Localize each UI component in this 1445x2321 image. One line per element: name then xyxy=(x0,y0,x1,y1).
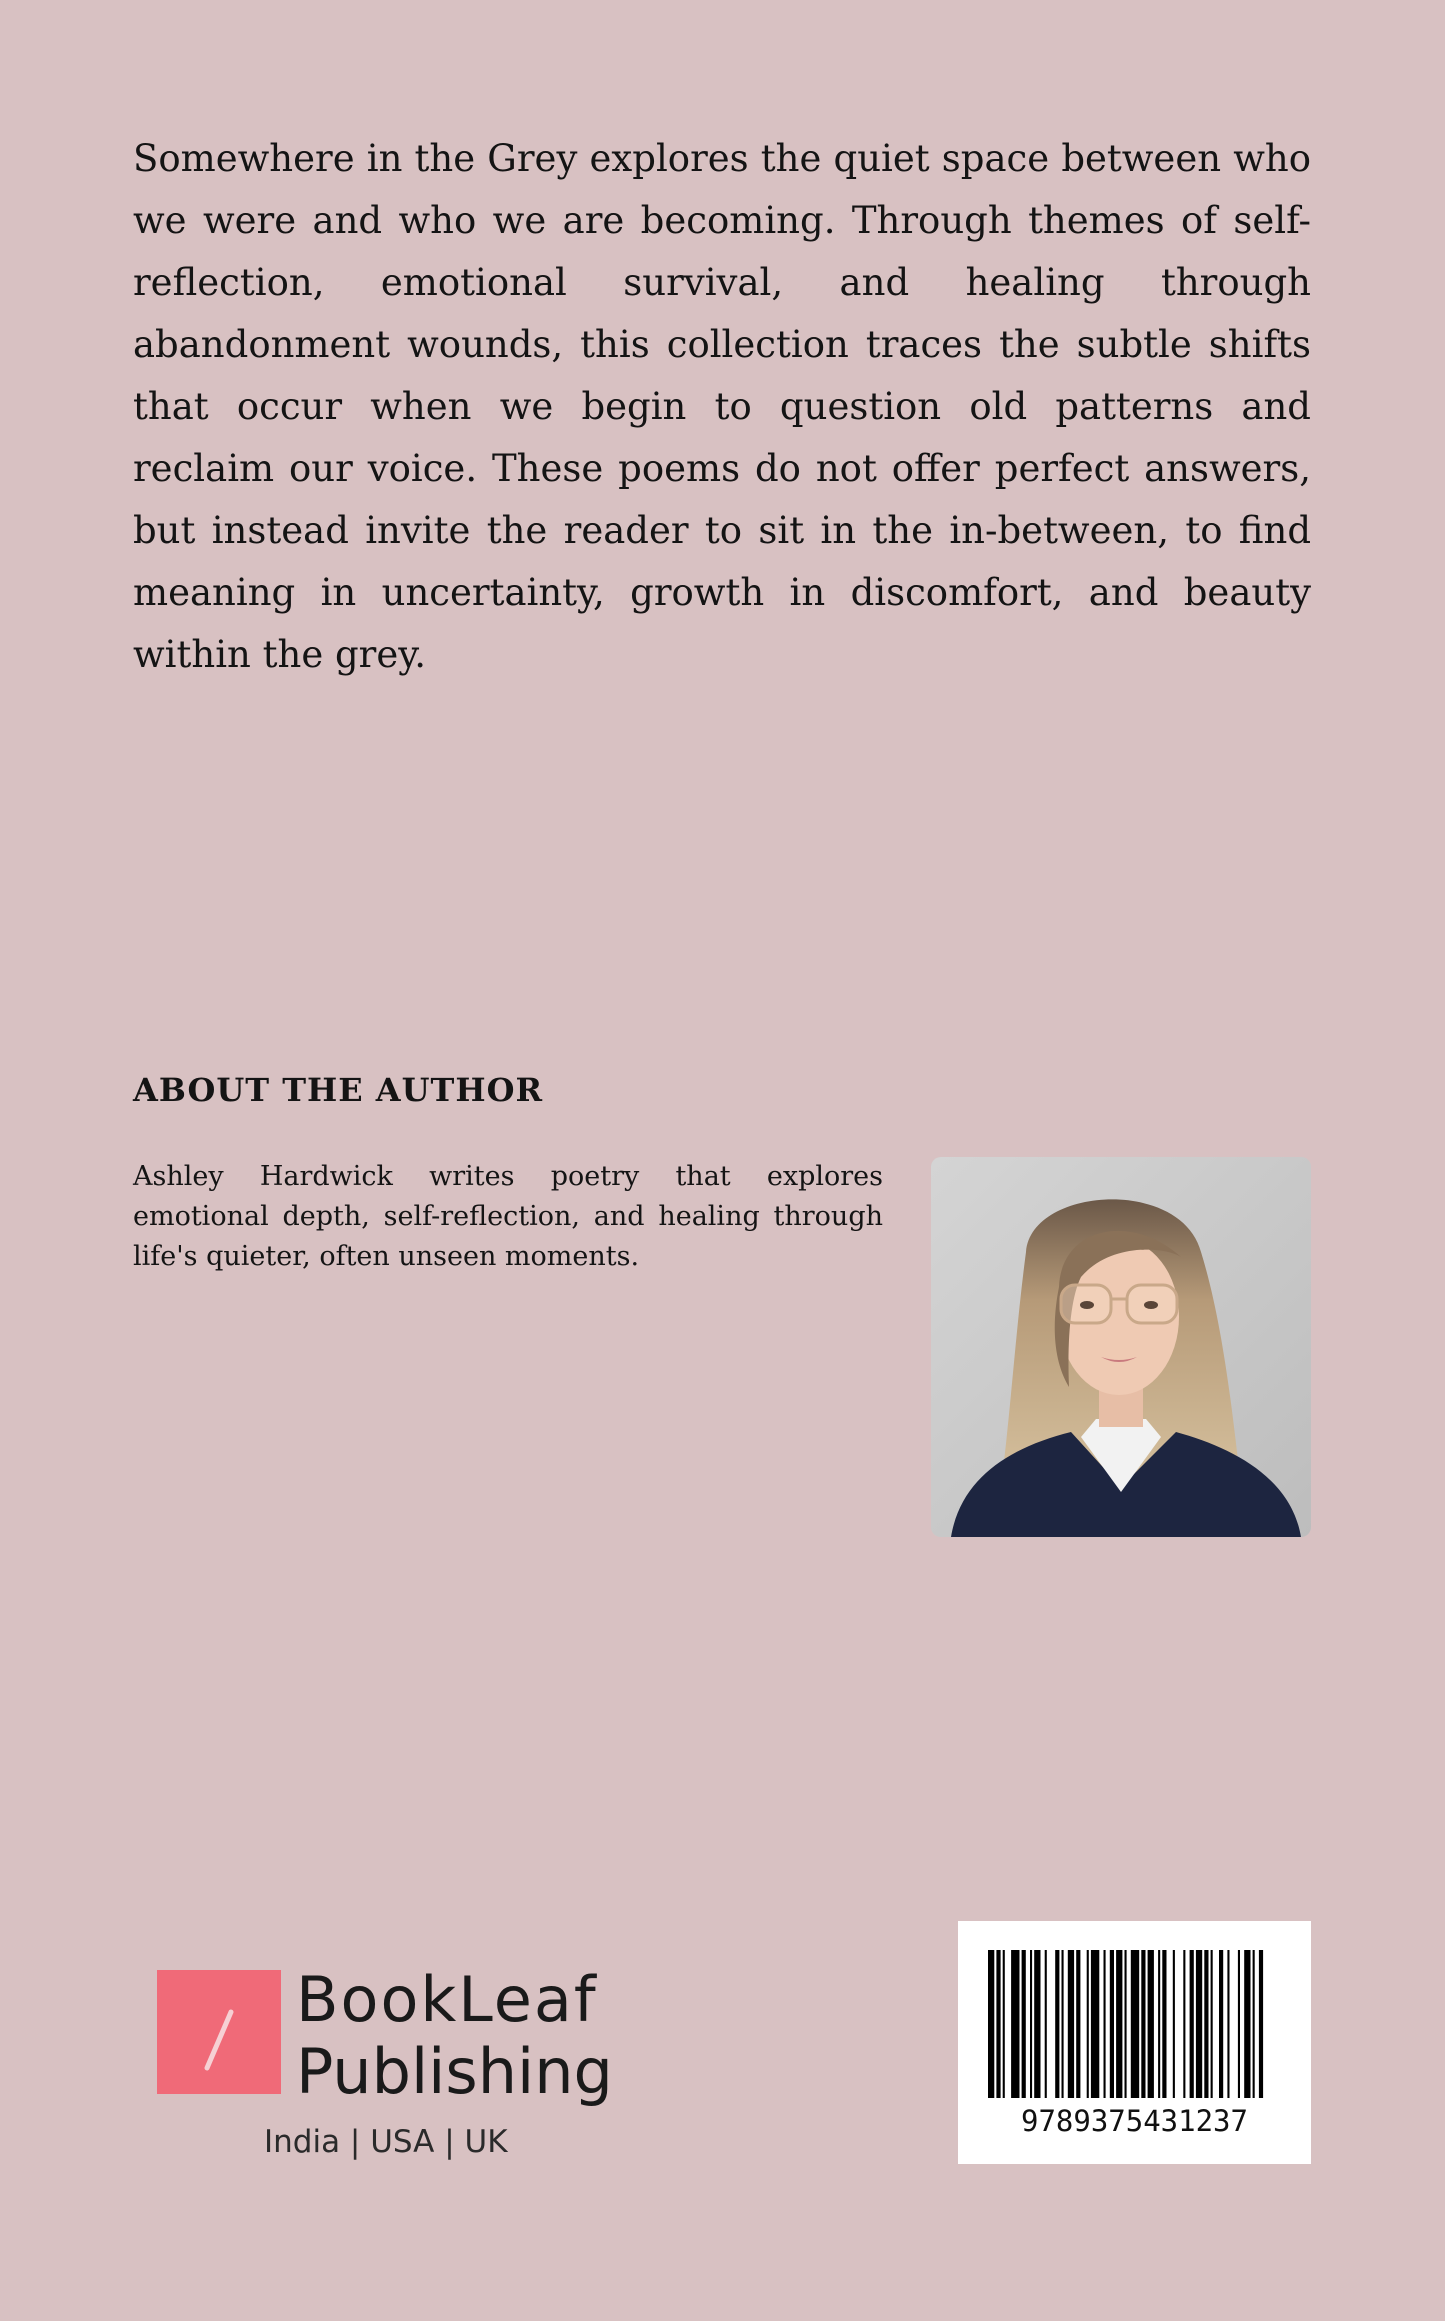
barcode-bar xyxy=(1219,1950,1223,2098)
barcode-bar xyxy=(1003,1950,1005,2098)
barcode-bar xyxy=(1183,1950,1185,2098)
barcode-bar xyxy=(1030,1950,1032,2098)
barcode-bar xyxy=(1087,1950,1089,2098)
barcode-bar xyxy=(1034,1950,1040,2098)
barcode-bars xyxy=(988,1950,1281,2100)
barcode-bar xyxy=(1011,1950,1019,2098)
barcode-bar xyxy=(1196,1950,1202,2098)
bookleaf-logo xyxy=(157,1970,281,2094)
barcode-bar xyxy=(1173,1950,1175,2098)
publisher-regions: India | USA | UK xyxy=(264,2124,508,2160)
barcode-bar xyxy=(996,1950,1000,2098)
barcode-bar xyxy=(1162,1950,1166,2098)
barcode-bar xyxy=(1158,1950,1160,2098)
barcode-bar xyxy=(1190,1950,1194,2098)
barcode-bar xyxy=(1141,1950,1145,2098)
about-author-text: Ashley Hardwick writes poetry that explores emotional depth, self-reflection, and healing through life's quieter, often unseen moments. xyxy=(133,1161,883,1272)
barcode-bar xyxy=(1055,1950,1059,2098)
barcode-bar xyxy=(1259,1950,1263,2098)
barcode-bar xyxy=(1091,1950,1099,2098)
barcode-bar xyxy=(988,1950,994,2098)
barcode-bar xyxy=(1211,1950,1213,2098)
publisher-name-line2: Publishing xyxy=(296,2035,613,2108)
barcode-bar xyxy=(1204,1950,1208,2098)
book-blurb: Somewhere in the Grey explores the quiet space between who we were and who we are becoming. Through themes of self-reflection, emotional survival, and healing through abandonment wounds, this collection traces the subtle shifts that occur when we begin to question old patterns and reclaim our voice. These poems do not offer perfect answers, but instead invite the reader to sit in the in-between, to find meaning in uncertainty, growth in discomfort, and beauty within the grey. xyxy=(133,137,1311,676)
barcode-bar xyxy=(1238,1950,1240,2098)
barcode-bar xyxy=(1116,1950,1122,2098)
barcode-bar xyxy=(1068,1950,1074,2098)
barcode-bar xyxy=(1110,1950,1114,2098)
isbn-barcode xyxy=(958,1921,1311,2164)
barcode-bar xyxy=(1131,1950,1139,2098)
author-photo xyxy=(931,1157,1311,1537)
about-author-heading: ABOUT THE AUTHOR xyxy=(133,1071,544,1109)
barcode-bar xyxy=(1076,1950,1080,2098)
barcode-bar xyxy=(1125,1950,1127,2098)
barcode-bar xyxy=(1022,1950,1026,2098)
barcode-bar xyxy=(1227,1950,1229,2098)
barcode-bar xyxy=(1253,1950,1255,2098)
barcode-bar xyxy=(1104,1950,1106,2098)
barcode-bar xyxy=(1244,1950,1250,2098)
publisher-name-line1: BookLeaf xyxy=(296,1963,598,2036)
barcode-bar xyxy=(1148,1950,1154,2098)
barcode-bar xyxy=(1062,1950,1064,2098)
isbn-number: 9789375431237 xyxy=(1021,2104,1248,2138)
barcode-bar xyxy=(1045,1950,1047,2098)
